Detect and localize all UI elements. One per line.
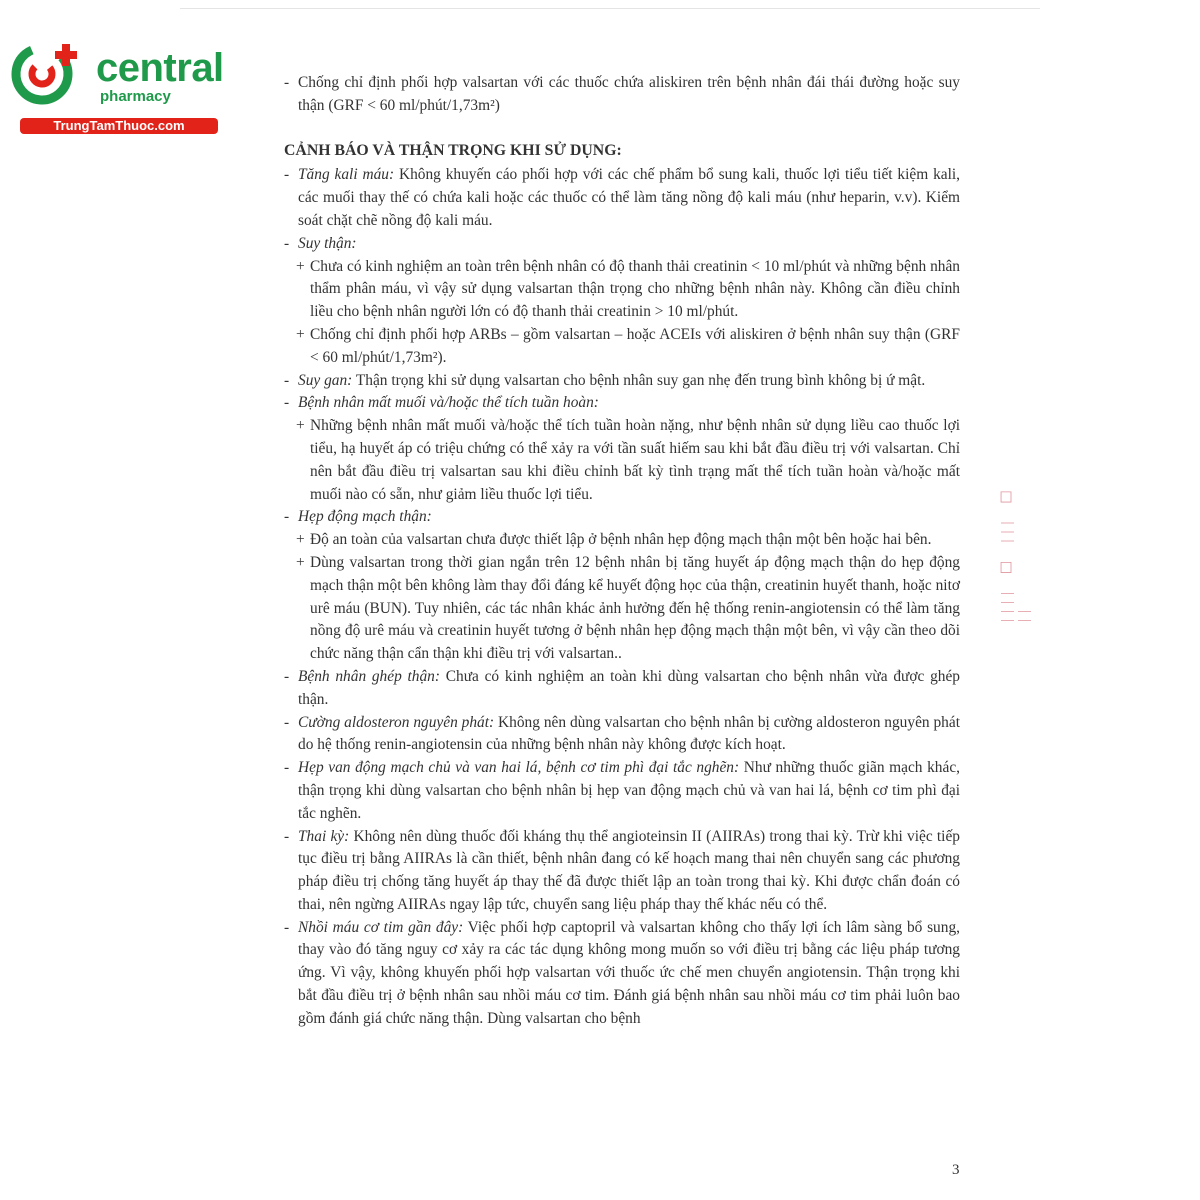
item-renal	[284, 233, 960, 256]
item-hepatic	[284, 370, 960, 393]
dash-marker: -	[284, 918, 290, 936]
page-number: 3	[952, 1162, 960, 1178]
dash-marker: -	[284, 759, 290, 777]
dash-marker: -	[284, 371, 290, 389]
item-text: Không nên dùng valsartan cho bệnh nhân bị cường aldosteron nguyên phát do hệ thống renin-angiotensin của những bệnh nhân này không được kích hoạt.	[298, 713, 960, 754]
intro-text: Chống chỉ định phối hợp valsartan với các thuốc chứa aliskiren trên bệnh nhân đái thái đường hoặc suy thận (GRF < 60 ml/phút/1,73m²)	[298, 74, 960, 114]
item-text: Thận trọng khi sử dụng valsartan cho bệnh nhân suy gan nhẹ đến trung bình không bị ứ mật.	[352, 371, 926, 389]
item-text: Việc phối hợp captopril và valsartan không cho thấy lợi ích lâm sàng bổ sung, thay vào đó tăng nguy cơ xảy ra các tác dụng không mong muốn so với điều trị bằng các liệu pháp tương ứng. Vì vậy, không khuyến phối hợp valsartan với thuốc ức chế men chuyển angiotensin. Thận trọng khi bắt đầu điều trị ở bệnh nhân sau nhồi máu cơ tim. Đánh giá bệnh nhân sau nhồi máu cơ tim phải luôn bao gồm đánh giá chức năng thận. Dùng valsartan cho bệnh	[298, 918, 960, 1027]
dash-marker: -	[284, 667, 290, 685]
plus-marker: +	[296, 531, 305, 549]
plus-marker: +	[296, 325, 305, 343]
plus-marker: +	[296, 257, 305, 275]
pharmacy-logo	[10, 38, 224, 138]
dash-marker: -	[284, 74, 290, 91]
item-text: Như những thuốc giãn mạch khác, thận trọng khi dùng valsartan cho bệnh nhân bị hẹp van động mạch chủ và van hai lá, bệnh cơ tim phì đại tắc nghẽn.	[298, 759, 961, 822]
subitem-volume-a	[284, 415, 960, 506]
subitem-stenosis-b	[284, 552, 960, 666]
subitem-stenosis-a	[284, 529, 960, 552]
subitem-renal-b	[284, 324, 960, 370]
item-title: Thai kỳ:	[298, 827, 350, 845]
item-text: Chưa có kinh nghiệm an toàn khi dùng valsartan cho bệnh nhân vừa được ghép thận.	[298, 667, 960, 708]
item-text: Không khuyến cáo phối hợp với các chế phẩm bổ sung kali, thuốc lợi tiểu tiết kiệm kali, các muối thay thế có chứa kali hoặc các thuốc có thể làm tăng nồng độ kali máu (như heparin, v.v). Kiểm soát chặt chẽ nồng độ kali máu.	[298, 166, 960, 229]
item-title: Bệnh nhân ghép thận:	[298, 667, 440, 685]
subitem-renal-a	[284, 256, 960, 324]
item-title: Tăng kali máu:	[298, 166, 395, 184]
item-aldosteronism	[284, 712, 960, 758]
dash-marker: -	[284, 394, 290, 412]
subitem-text: Dùng valsartan trong thời gian ngắn trên 12 bệnh nhân bị tăng huyết áp động mạch thận do hẹp động mạch thận một bên không làm thay đổi đáng kể huyết động học của thận, creatinin huyết thanh, hoặc nitơ urê máu (BUN). Tuy nhiên, các tác nhân khác ảnh hưởng đến hệ thống renin-angiotensin có thể làm tăng nồng độ urê máu và creatinin huyết tương ở bệnh nhân hẹp động mạch thận một bên, vì vậy cần theo dõi chức năng thận cẩn thận khi điều trị với valsartan..	[310, 553, 960, 663]
item-text: Không nên dùng thuốc đối kháng thụ thể angioteinsin II (AIIRAs) trong thai kỳ. Trừ khi việc tiếp tục điều trị bằng AIIRAs là cần thiết, bệnh nhân đang có kế hoạch mang thai nên chuyển sang các phương pháp điều trị chống tăng huyết áp thay thế đã được thiết lập an toàn trong thai kỳ. Khi được chẩn đoán có thai, nên ngừng AIIRAs ngay lập tức, chuyển sang liệu pháp thay thế khác nếu có thể.	[298, 827, 960, 913]
dash-marker: -	[284, 713, 290, 731]
item-title: Nhồi máu cơ tim gần đây:	[298, 918, 464, 936]
brand-name: central	[96, 46, 224, 90]
item-volume-depletion	[284, 392, 960, 415]
item-pregnancy	[284, 826, 960, 917]
section-heading: CẢNH BÁO VÀ THẬN TRỌNG KHI SỬ DỤNG:	[284, 141, 622, 159]
dash-marker: -	[284, 234, 290, 252]
subitem-text: Chưa có kinh nghiệm an toàn trên bệnh nhân có độ thanh thải creatinin < 10 ml/phút và những bệnh nhân thẩm phân máu, vì vậy sử dụng valsartan thận trọng cho những bệnh nhân này. Không cần điều chỉnh liều cho bệnh nhân người lớn có độ thanh thải creatinin > 10 ml/phút.	[310, 257, 960, 321]
subitem-text: Những bệnh nhân mất muối và/hoặc thể tích tuần hoàn nặng, như bệnh nhân sử dụng liều cao thuốc lợi tiểu, hạ huyết áp có triệu chứng có thể xảy ra với tần suất hiếm sau khi bắt đầu điều trị với valsartan. Chỉ nên bắt đầu điều trị valsartan sau khi điều chỉnh bất kỳ tình trạng mất thể tích tuần hoàn và/hoặc mất muối nào có sẵn, như giảm liều thuốc lợi tiểu.	[310, 417, 960, 503]
item-title: Hẹp van động mạch chủ và van hai lá, bệnh cơ tim phì đại tắc nghẽn:	[298, 759, 740, 777]
item-title: Suy gan:	[298, 371, 353, 389]
document-body	[284, 72, 960, 1031]
intro-paragraph	[284, 72, 960, 118]
plus-marker: +	[296, 417, 305, 435]
item-myocardial-infarction	[284, 917, 960, 1031]
item-renal-artery-stenosis	[284, 506, 960, 529]
item-title: Hẹp động mạch thận:	[298, 508, 432, 526]
brand-url-badge: TrungTamThuoc.com	[20, 118, 218, 134]
item-title: Suy thận:	[298, 234, 357, 252]
item-valve-stenosis	[284, 757, 960, 825]
subitem-text: Độ an toàn của valsartan chưa được thiết lập ở bệnh nhân hẹp động mạch thận một bên hoặc hai bên.	[310, 531, 932, 549]
dash-marker: -	[284, 508, 290, 526]
item-title: Bệnh nhân mất muối và/hoặc thể tích tuần hoàn:	[298, 394, 599, 412]
pharmacy-cross-icon	[10, 38, 90, 108]
red-stamp-mark: |||| ☐ ||| ☐ ||	[999, 481, 1032, 622]
dash-marker: -	[284, 827, 290, 845]
plus-marker: +	[296, 553, 305, 571]
item-title: Cường aldosteron nguyên phát:	[298, 713, 495, 731]
item-kidney-transplant	[284, 666, 960, 712]
dash-marker: -	[284, 166, 290, 184]
brand-subtitle: pharmacy	[100, 88, 171, 105]
subitem-text: Chống chỉ định phối hợp ARBs – gồm valsartan – hoặc ACEIs với aliskiren ở bệnh nhân suy thận (GRF < 60 ml/phút/1,73m²).	[310, 325, 960, 366]
item-hyperkalemia	[284, 164, 960, 232]
scan-edge-line	[180, 8, 1040, 9]
